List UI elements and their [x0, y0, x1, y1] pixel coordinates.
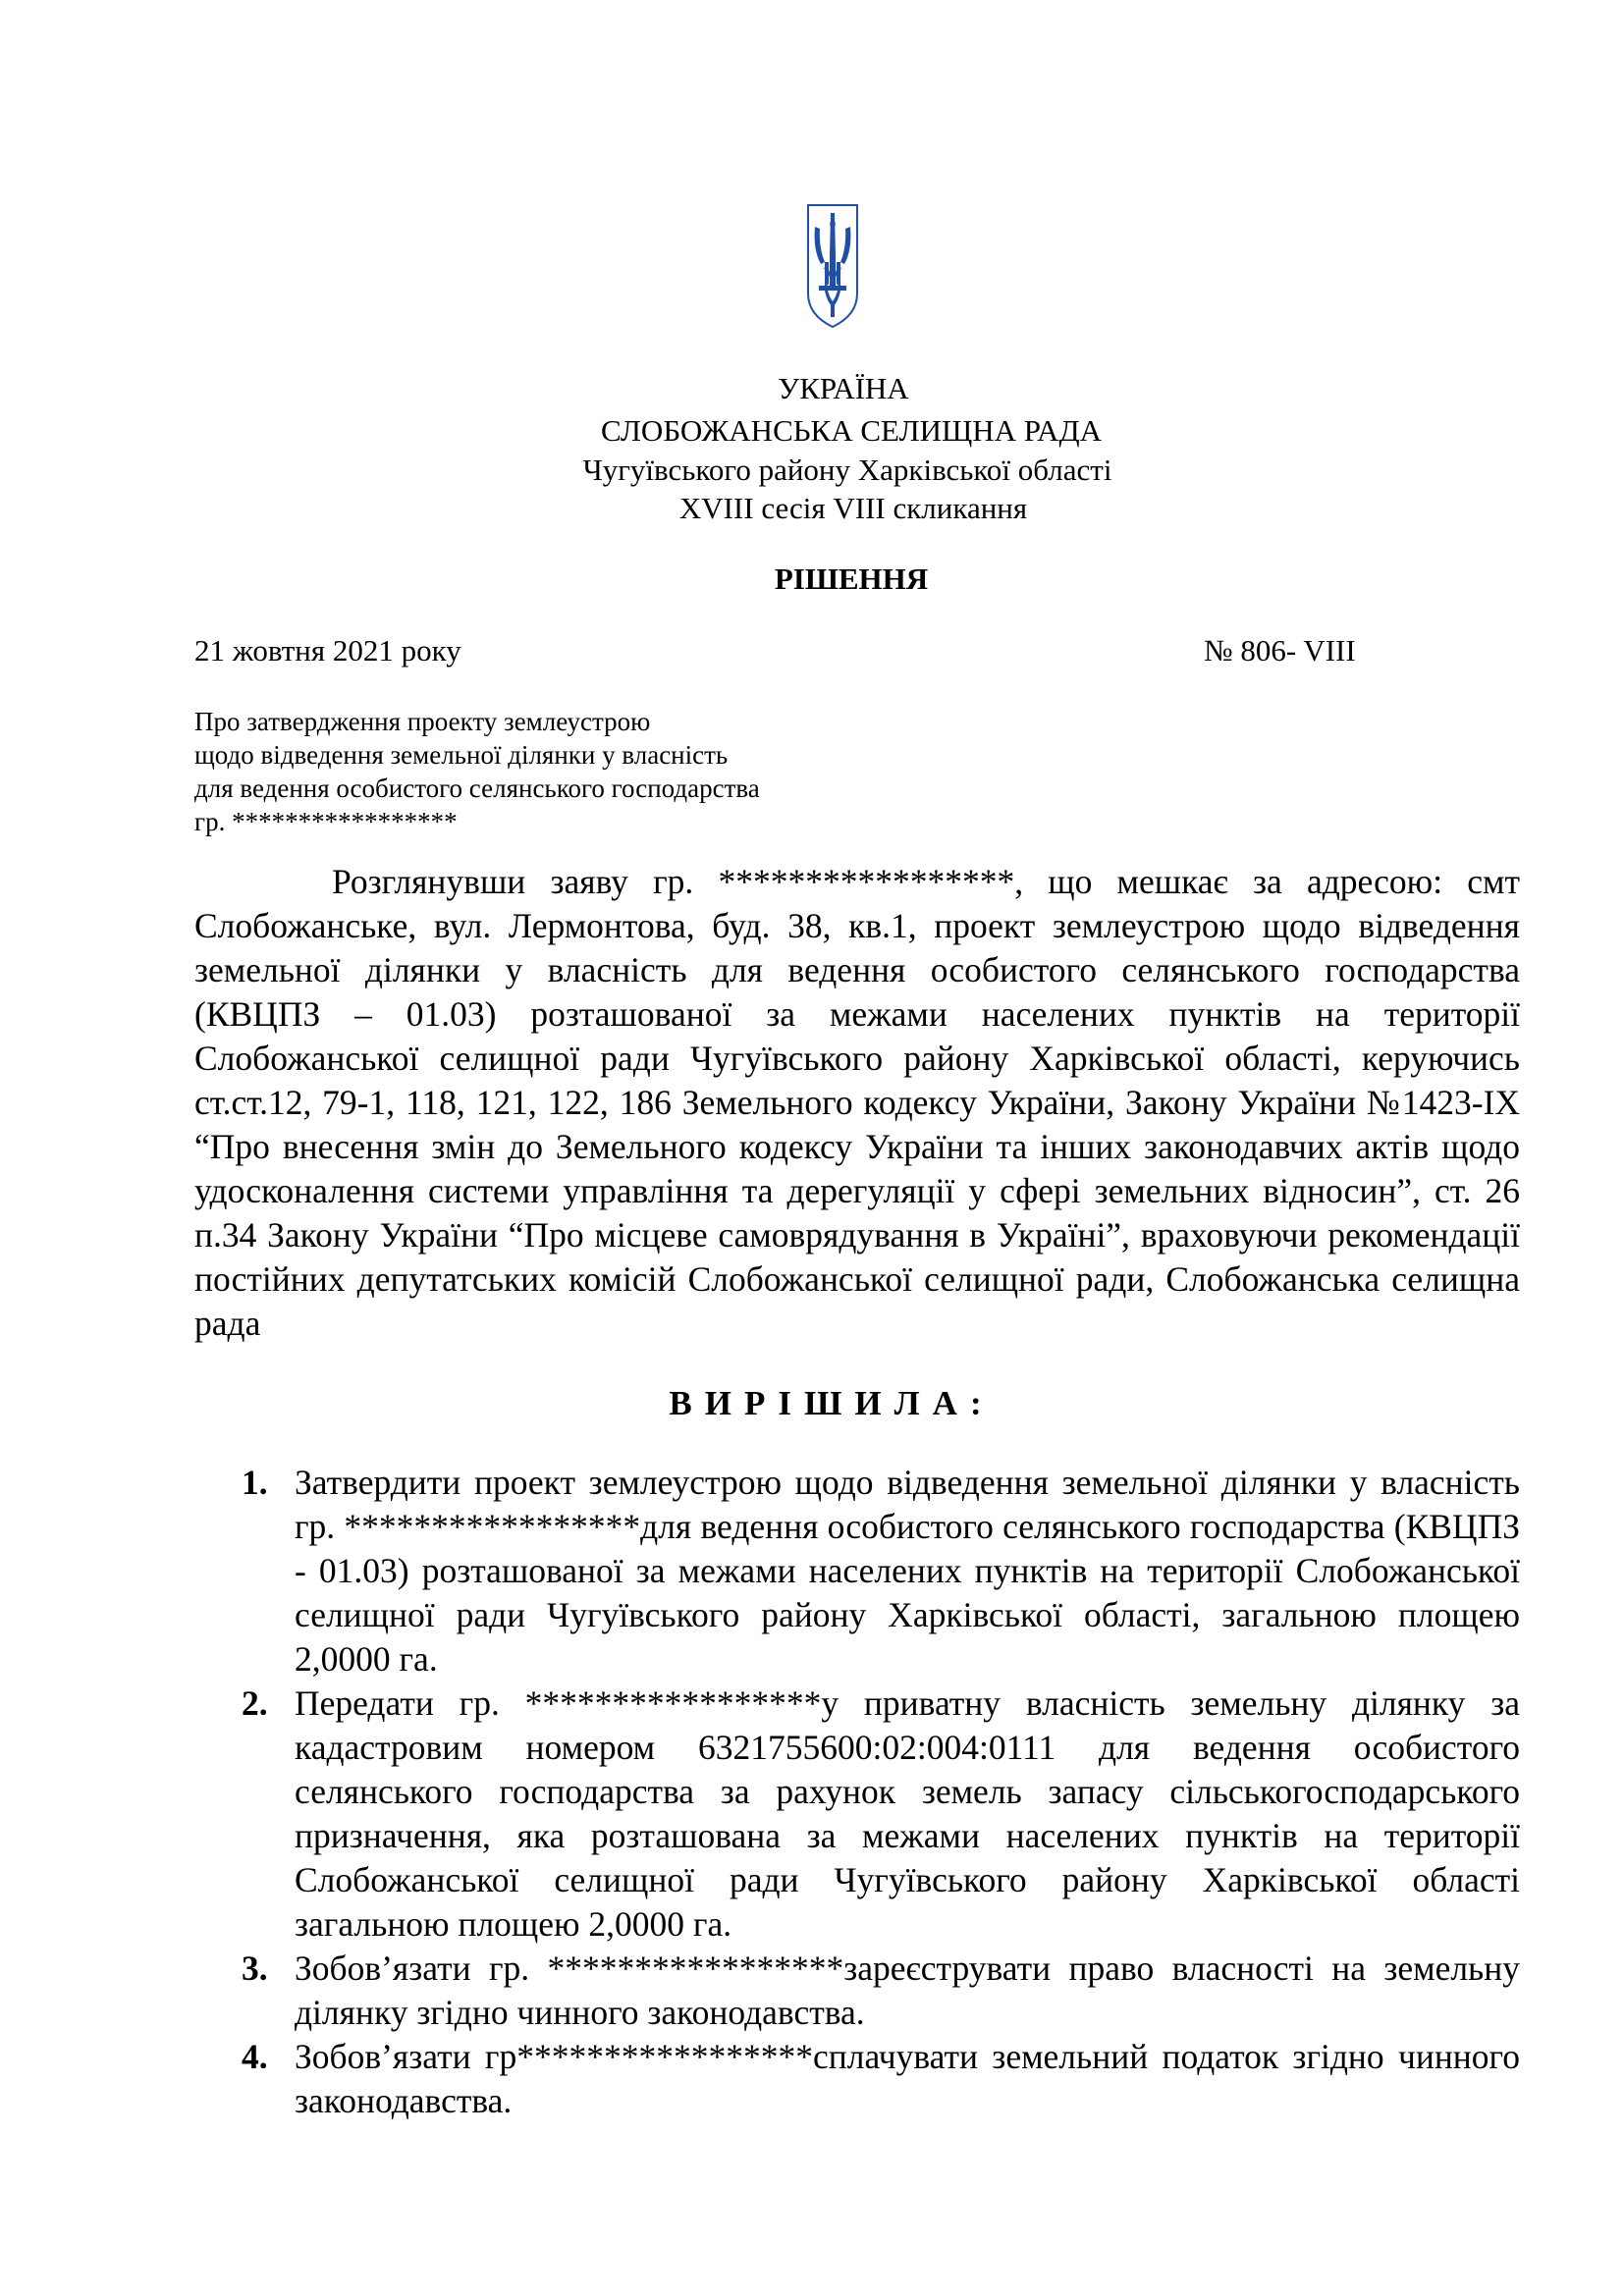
council-heading: СЛОБОЖАНСЬКА СЕЛИЩНА РАДА — [601, 413, 1102, 448]
country-heading: УКРАЇНА — [778, 371, 909, 405]
resolution-items — [194, 1461, 1520, 2123]
resolution-item — [194, 1461, 1520, 1682]
coat-of-arms-icon — [805, 199, 860, 330]
subject-line: гр. ***************** — [194, 807, 458, 836]
preamble-paragraph: Розглянувши заяву гр. *****************, що мешкає за адресою: смт Слобожанське, вул. Лермонтова, буд. 38, кв.1, проект землеустрою щодо відведення земельної ділянки у власність для ведення особистого селянського господарства (КВЦПЗ – 01.03) розташованої за межами населених пунктів на території Слобожанської селищної ради Чугуївського району Харківської області, керуючись ст.ст.12, 79-1, 118, 121, 122, 186 Земельного кодексу України, Закону України №1423-ІХ “Про внесення змін до Земельного кодексу України та інших законодавчих актів щодо удосконалення системи управління та дерегуляції у сфері земельних відносин”, ст. 26 п.34 Закону України “Про місцеве самоврядування в Україні”, враховуючи рекомендації постійних депутатських комісій Слобожанської селищної ради, Слобожанська селищна рада — [194, 862, 1520, 1343]
session-heading: XVIII сесія VIII скликання — [678, 491, 1028, 525]
item-number: 4. — [242, 2037, 268, 2076]
item-text: Зобов’язати гр*****************сплачувати земельний податок згідно чинного законодавства. — [295, 2037, 1520, 2120]
subject-line: щодо відведення земельної ділянки у власність — [194, 740, 729, 770]
subject-line: Про затвердження проекту землеустрою — [194, 707, 651, 736]
resolution-item — [194, 1947, 1520, 2035]
subject-line: для ведення особистого селянського господарства — [194, 774, 760, 803]
decision-number: № 806- VIII — [1204, 633, 1356, 667]
item-number: 2. — [242, 1683, 268, 1723]
district-heading: Чугуївського району Харківської області — [582, 453, 1112, 487]
decision-date: 21 жовтня 2021 року — [194, 633, 461, 667]
item-text: Затвердити проект землеустрою щодо відведення земельної ділянки у власність гр. *****************для ведення особистого селянського господарства (КВЦПЗ - 01.03) розташованої за межами населених пунктів на території Слобожанської селищної ради Чугуївського району Харківської області, загальною площею 2,0000 га. — [295, 1463, 1520, 1679]
item-text: Передати гр. *****************у приватну власність земельну ділянку за кадастровим номером 6321755600:02:004:0111 для ведення особистого селянського господарства за рахунок земель запасу сільськогосподарського призначення, яка розташована за межами населених пунктів на території Слобожанської селищної ради Чугуївського району Харківської області загальною площею 2,0000 га. — [295, 1683, 1520, 1944]
resolution-heading: ВИРІШИЛА: — [669, 1384, 995, 1422]
item-number: 3. — [242, 1949, 268, 1988]
item-number: 1. — [242, 1463, 268, 1502]
decision-subject — [194, 705, 760, 838]
item-text: Зобов’язати гр. *****************зареєструвати право власності на земельну ділянку згідно чинного законодавства. — [295, 1949, 1520, 2032]
resolution-item — [194, 1682, 1520, 1947]
document-title: РІШЕННЯ — [774, 561, 929, 596]
resolution-item — [194, 2035, 1520, 2123]
